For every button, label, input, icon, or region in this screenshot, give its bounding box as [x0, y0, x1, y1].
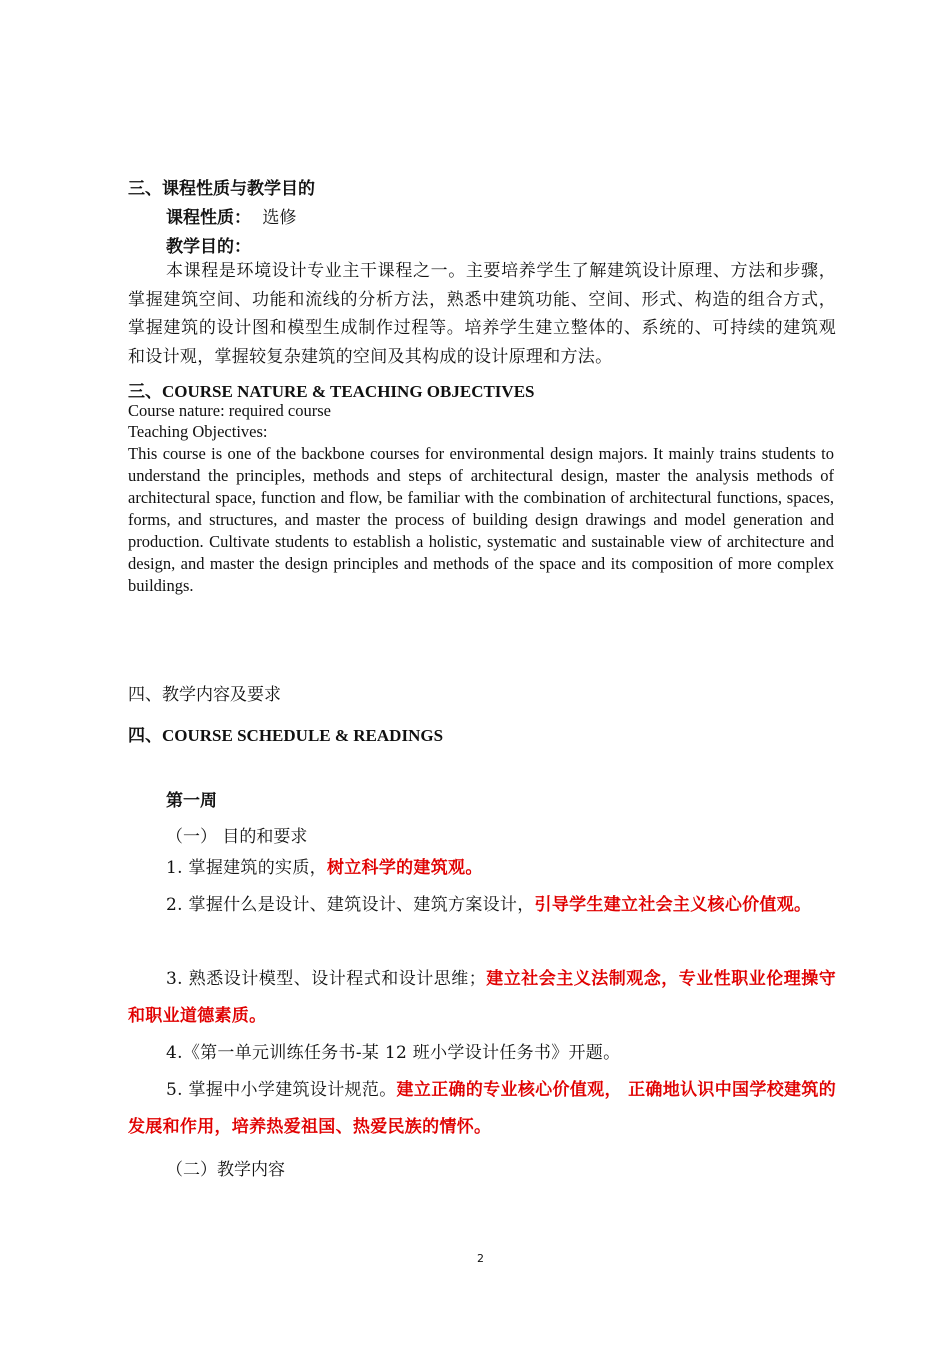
list-item: 5. 掌握中小学建筑设计规范。建立正确的专业核心价值观， 正确地认识中国学校建筑的发展和作用，培养热爱祖国、热爱民族的情怀。 — [128, 1080, 837, 1137]
objectives-cn-label: 教学目的： — [166, 237, 251, 257]
week1-sub2: （二）教学内容 — [166, 1160, 285, 1180]
week1-sub1: （一） 目的和要求 — [166, 827, 308, 847]
course-nature-value: 选修 — [262, 208, 297, 228]
section4-en-heading: 四、COURSE SCHEDULE & READINGS — [128, 726, 444, 745]
course-nature-label: 课程性质： — [166, 208, 251, 228]
list-item: 2. 掌握什么是设计、建筑设计、建筑方案设计，引导学生建立社会主义核心价值观。 — [166, 895, 812, 915]
course-nature-en: Course nature: required course — [128, 401, 331, 420]
course-nature-line — [166, 203, 296, 228]
objectives-en-paragraph: This course is one of the backbone courses for environmental design majors. It mainly trains students to understand the principles, methods and steps of architectural design, master the analysis methods of architectural space, function and flow, be familiar with the combination of architectural functions, spaces, forms, and structures, and master the process of building design drawings and model generation and production. Cultivate students to establish a holistic, systematic and sustainable view of architecture and design, and master the design principles and methods of the space and its composition of more complex buildings. — [128, 444, 834, 595]
list-item: 3. 熟悉设计模型、设计程式和设计思维；建立社会主义法制观念，专业性职业伦理操守和职业道德素质。 — [128, 969, 837, 1026]
objectives-en-label: Teaching Objectives: — [128, 422, 268, 441]
week1-title: 第一周 — [166, 791, 217, 811]
section4-cn-heading: 四、教学内容及要求 — [128, 685, 281, 705]
list-item: 4.《第一单元训练任务书-某 12 班小学设计任务书》开题。 — [166, 1043, 621, 1063]
objectives-cn-paragraph: 本课程是环境设计专业主干课程之一。主要培养学生了解建筑设计原理、方法和步骤，掌握建筑空间、功能和流线的分析方法，熟悉中建筑功能、空间、形式、构造的组合方式，掌握建筑的设计图和模型生成制作过程等。培养学生建立整体的、系统的、可持续的建筑观和设计观，掌握较复杂建筑的空间及其构成的设计原理和方法。 — [128, 261, 836, 367]
page-number: 2 — [477, 1252, 484, 1265]
section3-cn-heading: 三、课程性质与教学目的 — [128, 179, 315, 199]
section3-en-heading: 三、COURSE NATURE & TEACHING OBJECTIVES — [128, 382, 535, 401]
list-item: 1. 掌握建筑的实质，树立科学的建筑观。 — [166, 858, 483, 878]
